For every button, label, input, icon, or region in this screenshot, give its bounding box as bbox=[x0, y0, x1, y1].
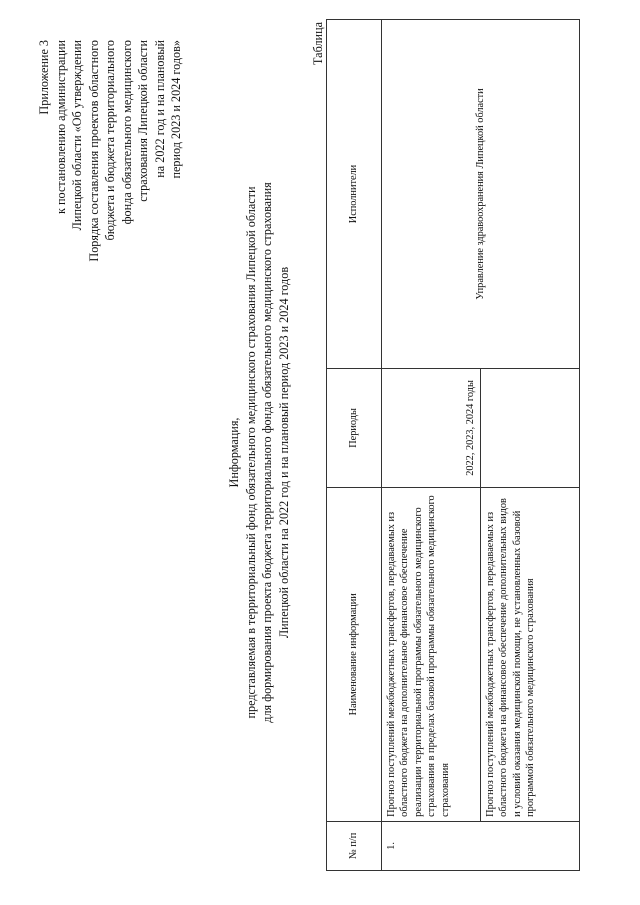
appendix-line: Приложение 3 bbox=[37, 40, 51, 115]
appendix-line: к постановлению администрации bbox=[53, 40, 68, 214]
row-name: Прогноз поступлений межбюджетных трансфертов, передаваемых из областного бюджета на дополнительное финансовое обеспечение реализации территориальной программы обязательного медицинского страхования в пределах базовой программы обязательного медицинского страхования bbox=[382, 487, 481, 821]
appendix-line: бюджета и бюджета территориального bbox=[103, 40, 117, 241]
row-name: Прогноз поступлений межбюджетных трансфертов, передаваемых из областного бюджета на финансовое обеспечение дополнительных видов и условий оказания медицинской помощи, не установленных базовой программой обязательного медицинского страхования bbox=[481, 487, 580, 821]
table-row bbox=[382, 20, 481, 871]
header-name: Наименование информации bbox=[327, 487, 382, 821]
appendix-line: Порядка составления проектов областного bbox=[86, 40, 101, 262]
row-periods-empty bbox=[481, 369, 580, 488]
info-table bbox=[326, 19, 580, 871]
title-line: представляемая в территориальный фонд обязательного медицинского страхования Липецкой области bbox=[243, 186, 258, 719]
title-line: для формирования проекта бюджета территориального фонда обязательного медицинского страхования bbox=[260, 182, 274, 723]
title-line: Информация, bbox=[227, 417, 241, 488]
header-number: № п/п bbox=[327, 821, 382, 870]
title-line: Липецкой области на 2022 год и на плановый период 2023 и 2024 годов bbox=[276, 266, 291, 639]
header-periods: Периоды bbox=[327, 369, 382, 488]
table-header-row bbox=[327, 20, 382, 871]
table-label: Таблица bbox=[311, 22, 325, 65]
appendix-line: Липецкой области «Об утверждении bbox=[70, 40, 84, 231]
header-executors: Исполнители bbox=[327, 20, 382, 369]
appendix-block bbox=[36, 40, 185, 270]
row-periods: 2022, 2023, 2024 годы bbox=[382, 369, 481, 488]
appendix-line: фонда обязательного медицинского bbox=[119, 40, 134, 225]
appendix-line: страхования Липецкой области bbox=[136, 40, 150, 202]
row-number: 1. bbox=[382, 821, 580, 870]
document-title bbox=[226, 0, 292, 905]
row-executors: Управление здравоохранения Липецкой области bbox=[382, 20, 580, 369]
appendix-line: период 2023 и 2024 годов» bbox=[169, 40, 183, 179]
appendix-line: на 2022 год и на плановый bbox=[152, 40, 167, 178]
